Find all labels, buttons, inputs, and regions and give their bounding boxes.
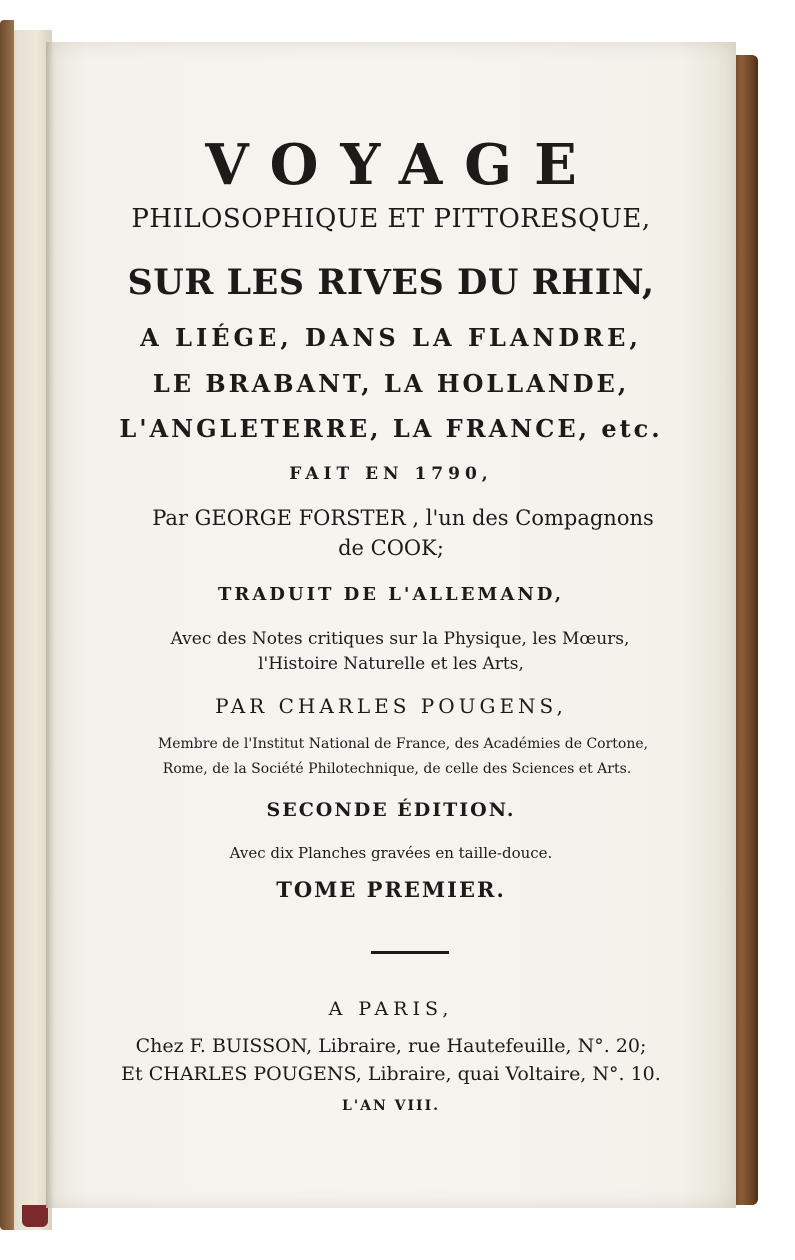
imprint-city: A PARIS, <box>328 998 454 1020</box>
imprint-publisher-2: Et CHARLES POUGENS, Libraire, quai Voltaire, N°. 10. <box>121 1063 661 1085</box>
ornamental-rule <box>371 951 449 954</box>
volume-line: TOME PREMIER. <box>276 877 506 902</box>
plates-line: Avec dix Planches gravées en taille-douce. <box>229 844 553 862</box>
edition-line: SECONDE ÉDITION. <box>266 799 516 821</box>
book-title: VOYAGE <box>205 132 599 198</box>
translator-line: PAR CHARLES POUGENS, <box>215 694 567 718</box>
imprint-year: L'AN VIII. <box>341 1098 441 1114</box>
author-line-2: de COOK; <box>338 536 444 560</box>
book-cover-corner <box>22 1205 48 1227</box>
date-line: FAIT EN 1790, <box>289 464 493 484</box>
book-left-cover <box>0 20 14 1230</box>
notes-line-1: Avec des Notes critiques sur la Physique, les Mœurs, <box>170 629 630 649</box>
subtitle-line-5: L'ANGLETERRE, LA FRANCE, etc. <box>119 414 663 443</box>
imprint-publisher-1: Chez F. BUISSON, Libraire, rue Hautefeuille, N°. 20; <box>135 1035 647 1057</box>
subtitle-line-3: A LIÉGE, DANS LA FLANDRE, <box>140 323 642 352</box>
title-page <box>46 42 736 1208</box>
subtitle-line-4: LE BRABANT, LA HOLLANDE, <box>152 369 630 398</box>
gutter-shadow <box>46 42 54 1208</box>
translation-line: TRADUIT DE L'ALLEMAND, <box>217 584 565 605</box>
author-line: Par GEORGE FORSTER , l'un des Compagnons <box>152 506 654 530</box>
translator-credentials-1: Membre de l'Institut National de France, des Académies de Cortone, <box>157 736 649 752</box>
subtitle-line-1: PHILOSOPHIQUE ET PITTORESQUE, <box>131 204 651 234</box>
notes-line-2: l'Histoire Naturelle et les Arts, <box>258 654 524 674</box>
translator-credentials-2: Rome, de la Société Philotechnique, de celle des Sciences et Arts. <box>162 761 632 777</box>
subtitle-line-2: SUR LES RIVES DU RHIN, <box>127 262 655 303</box>
